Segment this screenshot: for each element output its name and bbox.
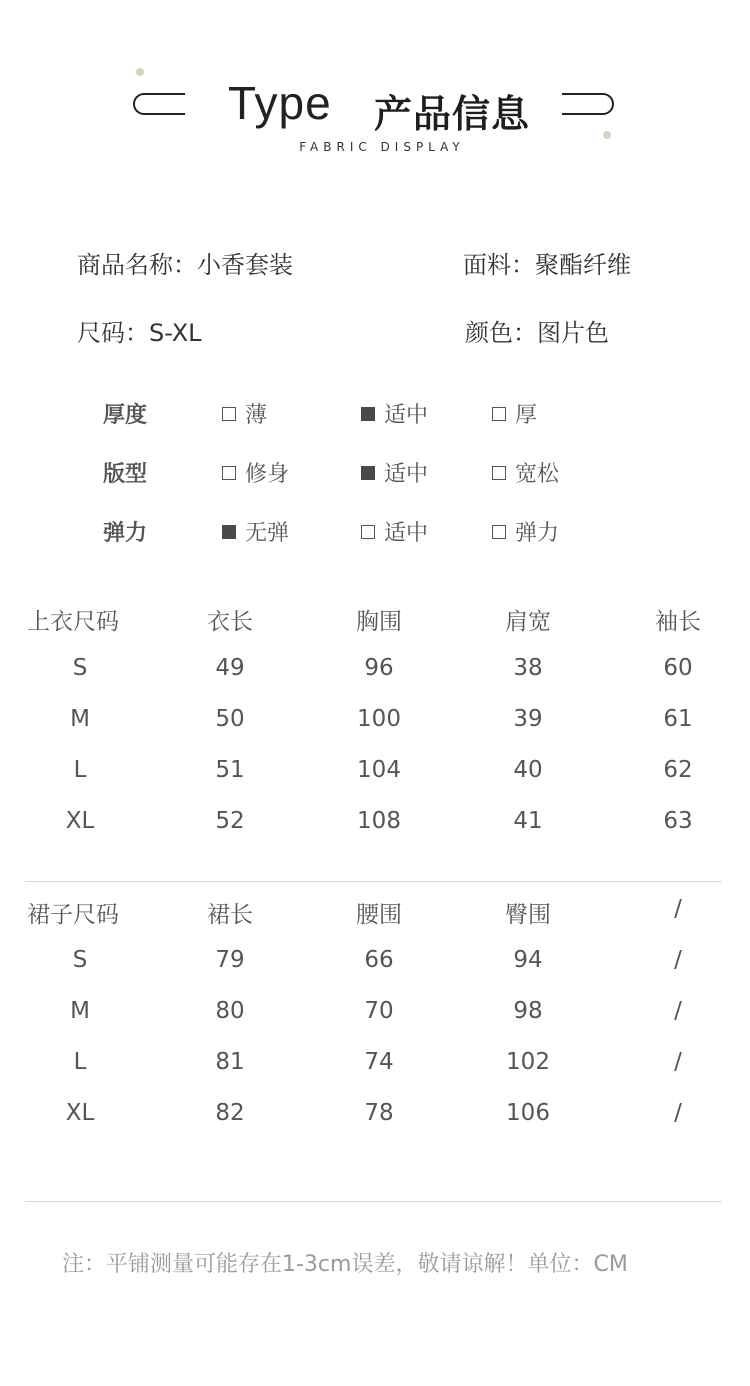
attr-label-fit: 版型 <box>103 462 148 487</box>
checkbox-checked-icon <box>361 466 375 480</box>
table-cell: 81 <box>215 1049 245 1075</box>
table-cell: / <box>674 1049 682 1075</box>
table-cell: / <box>674 998 682 1024</box>
table-cell: 40 <box>513 757 543 783</box>
table-cell: 102 <box>506 1049 550 1075</box>
divider-line <box>25 1201 722 1202</box>
table-cell: / <box>674 1100 682 1126</box>
table-header-cell: 裙子尺码 <box>27 902 119 928</box>
table-cell: 74 <box>364 1049 394 1075</box>
table-cell: 94 <box>513 947 543 973</box>
table-cell: 63 <box>663 808 693 834</box>
left-bracket-decoration <box>133 93 185 115</box>
table-header-cell: 肩宽 <box>505 609 551 635</box>
table-cell: / <box>674 947 682 973</box>
title-chinese: 产品信息 <box>374 92 531 136</box>
table-cell: 62 <box>663 757 693 783</box>
checkbox-icon <box>222 466 236 480</box>
table-cell: L <box>73 757 87 783</box>
product-name: 商品名称：小香套装 <box>77 251 293 279</box>
table-cell: 70 <box>364 998 394 1024</box>
table-cell: S <box>72 947 88 973</box>
table-cell: 41 <box>513 808 543 834</box>
attr-option: 适中 <box>361 457 428 488</box>
table-cell: 104 <box>357 757 401 783</box>
checkbox-icon <box>492 466 506 480</box>
checkbox-icon <box>361 525 375 539</box>
subtitle: FABRIC DISPLAY <box>299 140 465 154</box>
table-cell: 39 <box>513 706 543 732</box>
checkbox-icon <box>492 525 506 539</box>
table-cell: 52 <box>215 808 245 834</box>
table-cell: XL <box>65 1100 95 1126</box>
table-cell: 60 <box>663 655 693 681</box>
checkbox-checked-icon <box>222 525 236 539</box>
table-cell: 98 <box>513 998 543 1024</box>
attr-option: 修身 <box>222 457 289 488</box>
table-cell: 96 <box>364 655 394 681</box>
table-cell: S <box>72 655 88 681</box>
attr-option: 无弹 <box>222 516 289 547</box>
table-cell: 66 <box>364 947 394 973</box>
table-header-cell: / <box>674 896 682 922</box>
divider-line <box>25 881 722 882</box>
attr-option: 薄 <box>222 398 267 429</box>
decor-dot-bottom <box>603 131 611 139</box>
measurement-note: 注：平铺测量可能存在1-3cm误差，敬请谅解！单位：CM <box>62 1252 628 1277</box>
decor-dot-top <box>136 68 144 76</box>
table-header-cell: 腰围 <box>356 902 402 928</box>
color-info: 颜色：图片色 <box>465 319 609 347</box>
attr-option: 适中 <box>361 398 428 429</box>
table-cell: 49 <box>215 655 245 681</box>
table-header-cell: 臀围 <box>505 902 551 928</box>
table-cell: XL <box>65 808 95 834</box>
attr-label-elasticity: 弹力 <box>103 521 148 546</box>
table-cell: 50 <box>215 706 245 732</box>
attr-option: 宽松 <box>492 457 559 488</box>
table-header-cell: 胸围 <box>356 609 402 635</box>
table-header-cell: 上衣尺码 <box>27 609 119 635</box>
checkbox-checked-icon <box>361 407 375 421</box>
table-cell: 108 <box>357 808 401 834</box>
table-cell: 78 <box>364 1100 394 1126</box>
attr-option: 厚 <box>492 398 537 429</box>
table-cell: M <box>70 998 90 1024</box>
table-cell: 79 <box>215 947 245 973</box>
table-cell: 80 <box>215 998 245 1024</box>
fabric-info: 面料：聚酯纤维 <box>463 251 631 279</box>
size-range: 尺码：S-XL <box>77 319 202 347</box>
table-header-cell: 衣长 <box>207 609 253 635</box>
table-cell: 38 <box>513 655 543 681</box>
checkbox-icon <box>222 407 236 421</box>
table-cell: 61 <box>663 706 693 732</box>
title-english: Type <box>228 77 332 129</box>
attr-label-thickness: 厚度 <box>103 403 148 428</box>
table-cell: 106 <box>506 1100 550 1126</box>
attr-option: 适中 <box>361 516 428 547</box>
table-cell: 82 <box>215 1100 245 1126</box>
right-bracket-decoration <box>562 93 614 115</box>
table-cell: M <box>70 706 90 732</box>
checkbox-icon <box>492 407 506 421</box>
table-header-cell: 袖长 <box>655 609 701 635</box>
table-cell: L <box>73 1049 87 1075</box>
table-cell: 51 <box>215 757 245 783</box>
attr-option: 弹力 <box>492 516 559 547</box>
table-cell: 100 <box>357 706 401 732</box>
table-header-cell: 裙长 <box>207 902 253 928</box>
